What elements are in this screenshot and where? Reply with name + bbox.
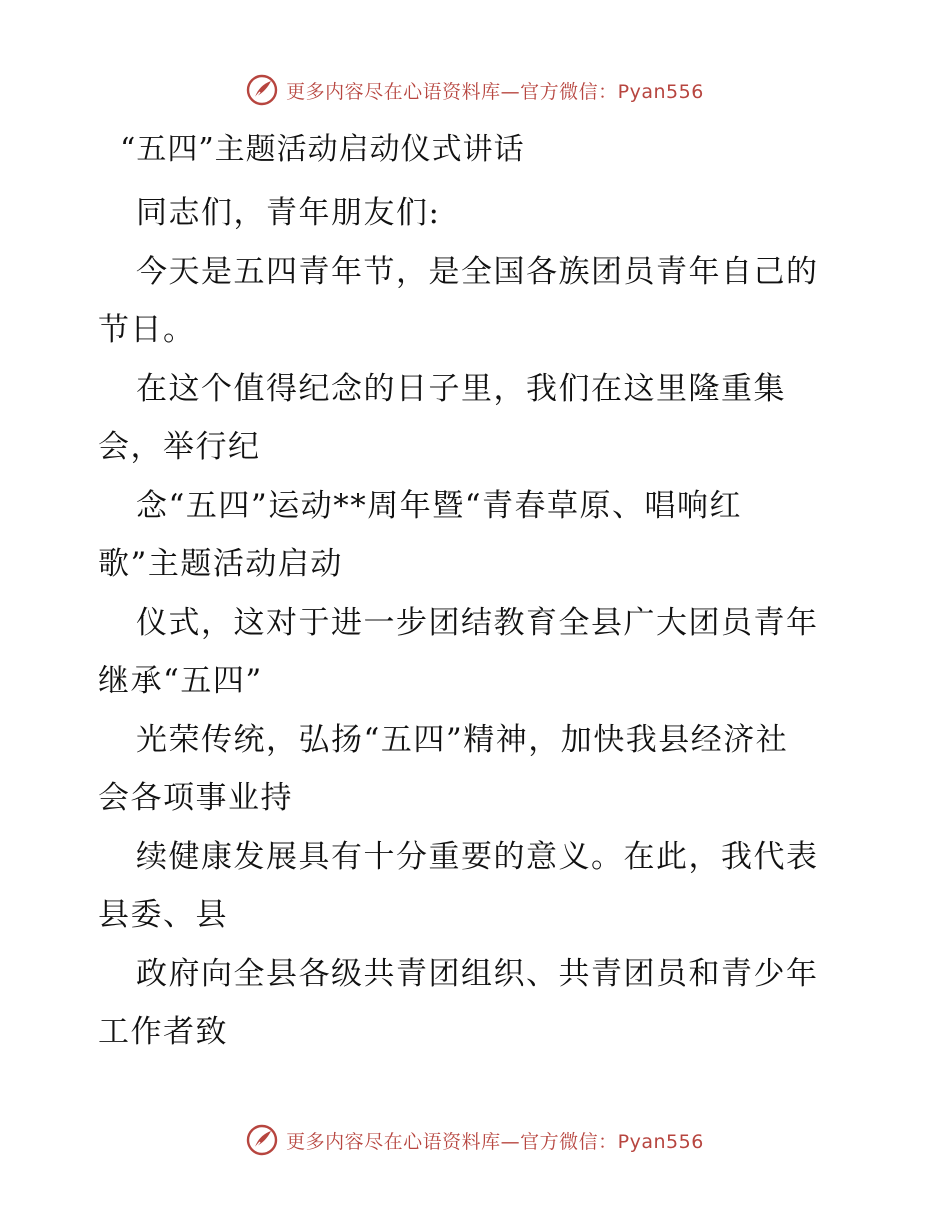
text-line: 会各项事业持 [98,780,293,816]
feather-pen-circle-icon [246,74,278,106]
feather-pen-circle-icon [246,1124,278,1156]
watermark-text: 更多内容尽在心语资料库—官方微信：Pyan556 [286,1130,704,1153]
watermark-text: 更多内容尽在心语资料库—官方微信：Pyan556 [286,80,704,103]
text-line: 继承“五四” [98,663,263,699]
text-line: 光荣传统，弘扬“五四”精神，加快我县经济社 [136,721,789,758]
text-line: 仪式，这对于进一步团结教育全县广大团员青年 [136,604,819,641]
header-watermark-banner [0,70,950,110]
text-line: 在这个值得纪念的日子里，我们在这里隆重集 [136,370,786,407]
text-line: 歌”主题活动启动 [98,546,343,582]
footer-watermark-banner [0,1120,950,1160]
speech-body [98,184,858,1062]
text-line: 节日。 [98,312,196,348]
text-line: 会，举行纪 [98,429,261,465]
text-line: 工作者致 [98,1014,228,1050]
text-line: 续健康发展具有十分重要的意义。在此，我代表 [136,838,819,875]
text-line: 今天是五四青年节，是全国各族团员青年自己的 [136,253,819,290]
text-line: 县委、县 [98,897,228,933]
text-line: 同志们，青年朋友们: [136,195,441,231]
text-line: 政府向全县各级共青团组织、共青团员和青少年 [136,955,819,992]
page-title: “五四”主题活动启动仪式讲话 [120,132,525,167]
text-line: 念“五四”运动**周年暨“青春草原、唱响红 [136,487,743,524]
